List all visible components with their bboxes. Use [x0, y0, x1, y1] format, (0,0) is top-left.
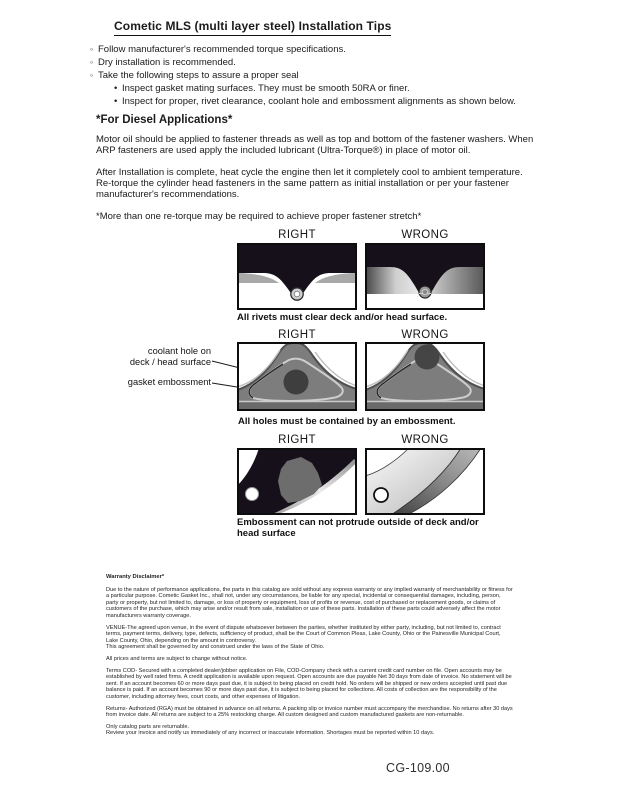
- annotation-text: gasket embossment: [127, 377, 211, 387]
- list-item-text: Dry installation is recommended.: [98, 57, 236, 68]
- diesel-section: [96, 115, 536, 222]
- rivet-right-illustration: [237, 243, 357, 310]
- protrusion-right-illustration: [237, 448, 357, 515]
- list-item: [90, 56, 516, 69]
- embossment-right-diagram: [237, 342, 357, 411]
- page-title: Cometic MLS (multi layer steel) Installation Tips: [114, 19, 391, 36]
- annotation-text: deck / head surface: [129, 357, 211, 367]
- rivet-wrong-illustration: [365, 243, 485, 310]
- list-item-text: Inspect gasket mating surfaces. They must be smooth 50RA or finer.: [122, 83, 410, 94]
- sub-bullet-icon: •: [114, 83, 118, 94]
- list-item-text: Take the following steps to assure a proper seal: [98, 70, 299, 81]
- legal-paragraph: Terms COD- Secured with a completed dealer/jobber application on File, COD-Company check with a current credit card number on file. Open accounts may be established by well rated firms. A credit application is available upon request. Open accounts are due payable Net 30 days from date of invoice. No statement will be sent. If an account becomes 60 or more days past due, it is subject to being placed on credit hold. No orders will be shipped or new orders accepted until past due balance is paid. If an account becomes 90 or more days past due, it is subject to being placed for collections. All costs of collection are the responsibility of the customer, including attorney fees, court costs, and other expenses of litigation.: [106, 667, 512, 700]
- legal-paragraph: Due to the nature of performance applications, the parts in this catalog are sold without any express warranty or any implied warranty of merchantability or fitness for a particular purpose. Cometic Gasket Inc., shall not, under any circumstances, be liable for any special, incidental or consequential damages, including, person, party or property, but not limited to, damage, or loss of property or equipment, loss of profits or revenue, cost of purchased or replacement goods, or claims of customers of the purchase, which may arise and/or result from sale, installation or use of these parts. Installation of these parts could adversely affect the motor manufacturers warranty coverage.: [106, 586, 513, 619]
- coolant-hole-annotation: [104, 346, 211, 368]
- protrusion-wrong-illustration: [365, 448, 485, 515]
- warranty-heading: Warranty Disclaimer*: [106, 574, 165, 580]
- list-item: [90, 43, 516, 56]
- legal-paragraph: Returns- Authorized (RGA) must be obtained in advance on all returns. A packing slip or invoice number must accompany the merchandise. No returns after 30 days from invoice date. All returns are subject to a 25% restocking charge. All custom designed and custom manufactured gaskets are non-returnable.: [106, 705, 513, 719]
- caption-rivets: All rivets must clear deck and/or head surface.: [237, 312, 448, 323]
- right-label-row3: RIGHT: [278, 434, 316, 446]
- wrong-label-row1: WRONG: [401, 229, 449, 241]
- list-item-text: Inspect for proper, rivet clearance, coolant hole and embossment alignments as shown below.: [122, 96, 516, 107]
- wrong-label-row3: WRONG: [401, 434, 449, 446]
- sub-bullet-icon: •: [114, 96, 118, 107]
- bullet-icon: ◦: [90, 44, 94, 54]
- embossment-right-illustration: [237, 342, 357, 411]
- legal-paragraph: All prices and terms are subject to change without notice.: [106, 655, 248, 662]
- diesel-heading: *For Diesel Applications*: [96, 114, 233, 126]
- protrusion-right-diagram: [237, 448, 357, 515]
- installation-tips-list: [90, 43, 516, 108]
- caption-protrusion: Embossment can not protrude outside of deck and/or head surface: [237, 517, 479, 539]
- diesel-note: *More than one re-torque may be required to achieve proper fastener stretch*: [96, 211, 422, 222]
- right-label-row1: RIGHT: [278, 229, 316, 241]
- right-label-row2: RIGHT: [278, 329, 316, 341]
- diesel-paragraph-2: After Installation is complete, heat cycle the engine then let it completely cool to ambient temperature. Re-torque the cylinder head fasteners in the same pattern as initial installation or per your fastener manufacturer's recommendations.: [96, 167, 523, 200]
- legal-section: [106, 574, 514, 742]
- rivet-wrong-diagram: [365, 243, 485, 310]
- bullet-icon: ◦: [90, 57, 94, 67]
- diesel-paragraph-1: Motor oil should be applied to fastener threads as well as top and bottom of the fastener washers. When ARP fasteners are used apply the included lubricant (Ultra-Torque®) in place of motor oil.: [96, 134, 534, 156]
- list-item: [90, 82, 516, 95]
- caption-holes: All holes must be contained by an embossment.: [238, 416, 456, 427]
- list-item: [90, 95, 516, 108]
- legal-paragraph: VENUE-The agreed upon venue, in the event of dispute whatsoever between the parties, whether instituted by either party, including, but not limited to, contract terms, payment terms, delivery, type, defects, sufficiency of product, shall be the Court of Common Pleas, Lake County, Ohio or the Painesville Municipal Court, Lake County, Ohio, depending on the amount in controversy.: [106, 624, 501, 644]
- list-item-text: Follow manufacturer's recommended torque specifications.: [98, 44, 346, 55]
- bullet-icon: ◦: [90, 70, 94, 80]
- protrusion-wrong-diagram: [365, 448, 485, 515]
- legal-paragraph: Review your invoice and notify us immediately of any incorrect or inaccurate information. Shortages must be reported within 10 days.: [106, 730, 435, 737]
- page-number: CG-109.00: [386, 761, 450, 775]
- embossment-wrong-illustration: [365, 342, 485, 411]
- wrong-label-row2: WRONG: [401, 329, 449, 341]
- gasket-embossment-annotation: [104, 377, 211, 388]
- list-item: [90, 69, 516, 82]
- rivet-right-diagram: [237, 243, 357, 310]
- annotation-text: coolant hole on: [147, 346, 211, 356]
- legal-paragraph: This agreement shall be governed by and construed under the laws of the State of Ohio.: [106, 644, 325, 651]
- legal-paragraph: Only catalog parts are returnable.: [106, 723, 190, 730]
- embossment-wrong-diagram: [365, 342, 485, 411]
